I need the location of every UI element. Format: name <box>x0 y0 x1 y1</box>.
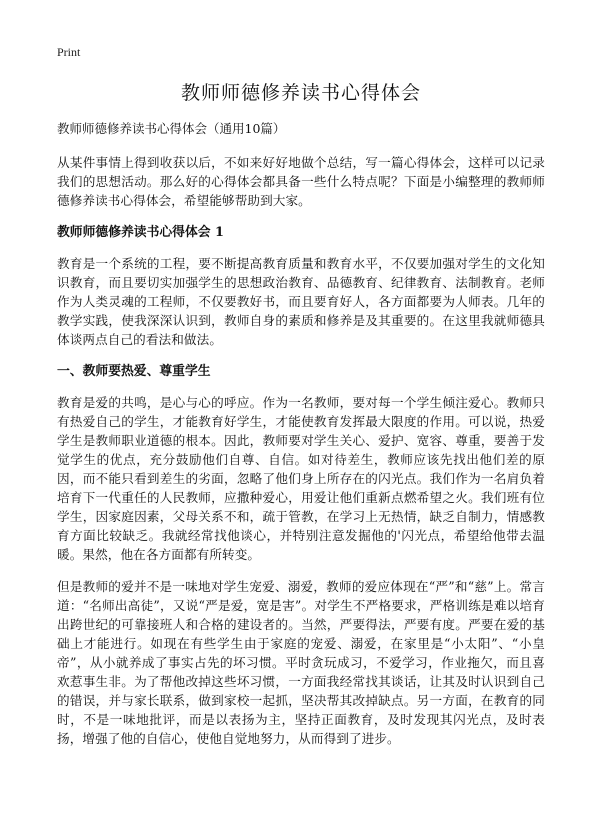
document-title: 教师师德修养读书心得体会 <box>180 82 421 104</box>
document-subtitle: 教师师德修养读书心得体会（通用10篇） <box>57 121 286 136</box>
intro-paragraph: 从某件事情上得到收获以后，不如来好好地做个总结，写一篇心得体会，这样可以记录我们的思想活动。那么好的心得体会都具备一些什么特点呢？下面是小编整理的教师师德修养读书心得体会，希望能够帮助到大家。 <box>57 155 545 208</box>
subheading-love-respect-students: 一、教师要热爱、尊重学生 <box>57 364 211 379</box>
section-heading-1: 教师师德修养读书心得体会 1 <box>57 225 224 240</box>
section1-paragraph-1: 教育是一个系统的工程，要不断提高教育质量和教育水平，不仅要加强对学生的文化知识教育，而且要切实加强学生的思想政治教育、品德教育、纪律教育、法制教育。老师作为人类灵魂的工程师，不仅要教好书，而且要育好人，各方面都要为人师表。几年的教学实践，使我深深认识到，教师自身的素质和修养是及其重要的。在这里我就师德具体谈两点自己的看法和做法。 <box>57 256 545 347</box>
print-label[interactable]: Print <box>57 45 81 59</box>
subheading1-paragraph-1: 教育是爱的共鸣，是心与心的呼应。作为一名教师，要对每一个学生倾注爱心。教师只有热爱自己的学生，才能教育好学生，才能使教育发挥最大限度的作用。可以说，热爱学生是教师职业道德的根本。因此，教师要对学生关心、爱护、宽容、尊重，要善于发觉学生的优点，充分鼓励他们自尊、自信。如对待差生，教师应该先找出他们差的原因，而不能只看到差生的劣面，忽略了他们身上所存在的闪光点。我们作为一名肩负着培育下一代重任的人民教师，应撒种爱心，用爱让他们重新点燃希望之火。我们班有位学生，因家庭因素，父母关系不和，疏于管教，在学习上无热情，缺乏自制力，情感教育方面比较缺乏。我就经常找他谈心，并特别注意发掘他的'闪光点，希望给他带去温暖。果然，他在各方面都有所转变。 <box>57 395 545 562</box>
subheading1-paragraph-2: 但是教师的爱并不是一味地对学生宠爱、溺爱，教师的爱应体现在“严”和“慈”上。常言道：“名师出高徒”，又说“严是爱，宽是害”。对学生不严格要求，严格训练是难以培育出跨世纪的可靠接班人和合格的建设者的。当然，严要得法，严要有度。严要在爱的基础上才能进行。如现在有些学生由于家庭的宠爱、溺爱，在家里是“小太阳”、“小皇帝”，从小就养成了事实占先的坏习惯。平时贪玩成习，不爱学习，作业拖欠，而且喜欢惹事生非。为了帮他改掉这些坏习惯，一方面我经常找其谈话，让其及时认识到自己的错误，并与家长联系，做到家校一起抓，坚决帮其改掉缺点。另一方面，在教育的同时，不是一味地批评，而是以表扬为主，坚持正面教育，及时发现其闪光点，及时表扬，增强了他的自信心，使他自觉地努力，从而得到了进步。 <box>57 579 545 746</box>
document-page <box>57 44 545 761</box>
